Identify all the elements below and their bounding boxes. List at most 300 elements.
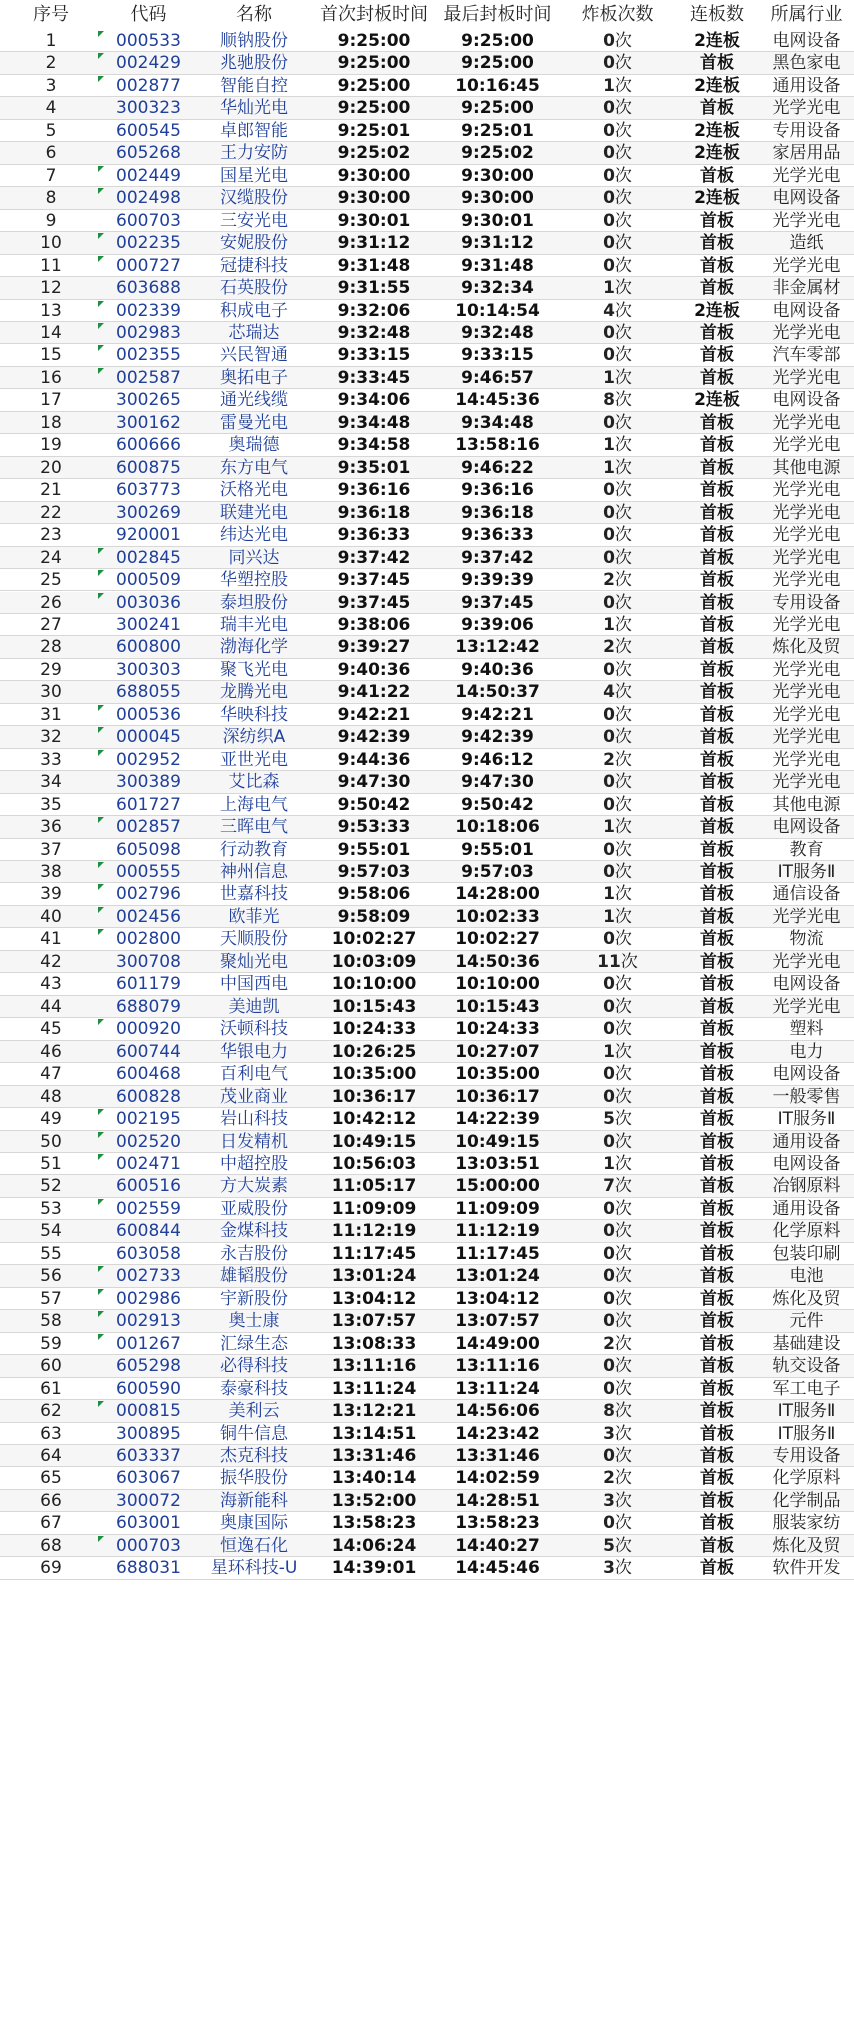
cell-consecutive: 首板 bbox=[700, 772, 734, 793]
cell-name[interactable]: 冠捷科技 bbox=[220, 255, 288, 276]
break-count-unit: 次 bbox=[614, 1266, 632, 1287]
cell-industry: 光学光电 bbox=[772, 906, 841, 927]
cell-code[interactable]: 002235 bbox=[116, 233, 181, 254]
table-row[interactable] bbox=[0, 1445, 854, 1467]
cell-first-seal: 10:10:00 bbox=[331, 974, 417, 995]
break-count-value: 0 bbox=[603, 727, 615, 748]
cell-code[interactable]: 000509 bbox=[116, 570, 181, 591]
cell-code[interactable]: 003036 bbox=[116, 592, 181, 613]
break-count-value: 0 bbox=[603, 165, 615, 186]
table-row[interactable] bbox=[0, 704, 854, 726]
cell-code[interactable]: 000045 bbox=[116, 727, 181, 748]
cell-code[interactable]: 002587 bbox=[116, 367, 181, 388]
table-row[interactable] bbox=[0, 1086, 854, 1108]
cell-code[interactable]: 000727 bbox=[116, 255, 181, 276]
table-row[interactable] bbox=[0, 547, 854, 569]
cell-name[interactable]: 华银电力 bbox=[220, 1041, 288, 1062]
cell-index: 42 bbox=[40, 951, 62, 972]
table-row[interactable] bbox=[0, 232, 854, 254]
cell-name[interactable]: 永吉股份 bbox=[220, 1243, 288, 1264]
cell-name[interactable]: 亚世光电 bbox=[220, 749, 288, 770]
break-count-unit: 次 bbox=[614, 1086, 632, 1107]
break-count-unit: 次 bbox=[614, 31, 632, 51]
cell-name[interactable]: 日发精机 bbox=[220, 1131, 288, 1152]
table-row[interactable] bbox=[0, 1490, 854, 1512]
cell-name[interactable]: 渤海化学 bbox=[220, 637, 288, 658]
cell-first-seal: 9:44:36 bbox=[337, 749, 411, 770]
table-row[interactable] bbox=[0, 434, 854, 456]
cell-code[interactable]: 300269 bbox=[116, 502, 181, 523]
cell-index: 21 bbox=[40, 480, 62, 501]
cell-first-seal: 10:02:27 bbox=[331, 929, 417, 950]
cell-name[interactable]: 行动教育 bbox=[220, 839, 288, 860]
cell-break-count bbox=[560, 232, 675, 254]
table-row[interactable] bbox=[0, 726, 854, 748]
cell-name[interactable]: 恒逸石化 bbox=[220, 1535, 288, 1556]
table-row[interactable] bbox=[0, 524, 854, 546]
table-row[interactable] bbox=[0, 1041, 854, 1063]
cell-code[interactable]: 603337 bbox=[116, 1445, 181, 1466]
table-row[interactable] bbox=[0, 996, 854, 1018]
cell-name[interactable]: 艾比森 bbox=[228, 772, 280, 793]
cell-name[interactable]: 泰坦股份 bbox=[220, 592, 288, 613]
table-row[interactable] bbox=[0, 1018, 854, 1040]
cell-name[interactable]: 雄韬股份 bbox=[220, 1266, 288, 1287]
table-row[interactable] bbox=[0, 636, 854, 658]
table-row[interactable] bbox=[0, 277, 854, 299]
cell-code[interactable]: 600744 bbox=[116, 1041, 181, 1062]
cell-code[interactable]: 002355 bbox=[116, 345, 181, 366]
table-row[interactable] bbox=[0, 1288, 854, 1310]
cell-name[interactable]: 星环科技-U bbox=[210, 1558, 298, 1579]
break-count-value: 0 bbox=[603, 322, 615, 343]
table-row[interactable] bbox=[0, 187, 854, 209]
cell-name[interactable]: 石英股份 bbox=[220, 278, 288, 299]
break-count-unit: 次 bbox=[614, 682, 632, 703]
cell-name[interactable]: 沃顿科技 bbox=[220, 1019, 288, 1040]
cell-name[interactable]: 欧菲光 bbox=[228, 906, 280, 927]
cell-index: 14 bbox=[40, 322, 62, 343]
table-row[interactable] bbox=[0, 389, 854, 411]
cell-code[interactable]: 600800 bbox=[116, 637, 181, 658]
table-row[interactable] bbox=[0, 52, 854, 74]
table-row[interactable] bbox=[0, 794, 854, 816]
cell-industry: 光学光电 bbox=[772, 412, 841, 433]
table-row[interactable] bbox=[0, 951, 854, 973]
cell-code[interactable]: 300389 bbox=[116, 772, 181, 793]
cell-code[interactable]: 001267 bbox=[116, 1333, 181, 1354]
cell-code[interactable]: 600844 bbox=[116, 1221, 181, 1242]
cell-first-seal: 10:15:43 bbox=[331, 996, 417, 1017]
cell-industry: 软件开发 bbox=[772, 1558, 841, 1579]
cell-code[interactable]: 688055 bbox=[116, 682, 181, 703]
cell-flag-icon bbox=[98, 884, 104, 890]
cell-first-seal: 9:30:00 bbox=[337, 188, 411, 209]
cell-name[interactable]: 王力安防 bbox=[220, 143, 288, 164]
table-row[interactable] bbox=[0, 1063, 854, 1085]
cell-name[interactable]: 积成电子 bbox=[220, 300, 288, 321]
break-count-unit: 次 bbox=[614, 53, 632, 74]
cell-name[interactable]: 智能自控 bbox=[220, 75, 288, 96]
cell-last-seal: 9:30:00 bbox=[461, 165, 534, 186]
cell-name[interactable]: 美利云 bbox=[228, 1401, 280, 1422]
table-row[interactable] bbox=[0, 1265, 854, 1287]
cell-break-count bbox=[560, 659, 675, 681]
cell-code[interactable]: 000555 bbox=[116, 862, 181, 883]
cell-code[interactable]: 601727 bbox=[116, 794, 181, 815]
table-row[interactable] bbox=[0, 906, 854, 928]
cell-name[interactable]: 兴民智通 bbox=[220, 345, 288, 366]
header-break-count: 炸板次数 bbox=[581, 4, 654, 25]
cell-code[interactable]: 600703 bbox=[116, 210, 181, 231]
cell-name[interactable]: 天顺股份 bbox=[220, 929, 288, 950]
table-row[interactable] bbox=[0, 367, 854, 389]
cell-last-seal: 9:39:06 bbox=[461, 614, 534, 635]
cell-code[interactable]: 300072 bbox=[116, 1490, 181, 1511]
cell-code[interactable]: 600875 bbox=[116, 457, 181, 478]
cell-index: 32 bbox=[40, 727, 62, 748]
table-row[interactable] bbox=[0, 300, 854, 322]
cell-code[interactable]: 300303 bbox=[116, 659, 181, 680]
cell-name[interactable]: 瑞丰光电 bbox=[220, 614, 288, 635]
cell-consecutive: 首板 bbox=[700, 1198, 734, 1219]
cell-industry: 通信设备 bbox=[772, 884, 841, 905]
table-row[interactable] bbox=[0, 1400, 854, 1422]
cell-code[interactable]: 603058 bbox=[116, 1243, 181, 1264]
cell-name[interactable]: 上海电气 bbox=[220, 794, 288, 815]
cell-break-count bbox=[560, 1310, 675, 1332]
cell-first-seal: 9:42:21 bbox=[337, 704, 411, 725]
cell-name[interactable]: 金煤科技 bbox=[220, 1221, 288, 1242]
cell-name[interactable]: 方大炭素 bbox=[220, 1176, 288, 1197]
cell-last-seal: 9:34:48 bbox=[461, 412, 534, 433]
table-row[interactable] bbox=[0, 1198, 854, 1220]
table-row[interactable] bbox=[0, 973, 854, 995]
cell-consecutive: 首板 bbox=[700, 1445, 734, 1466]
cell-code[interactable]: 002800 bbox=[116, 929, 181, 950]
cell-first-seal: 9:53:33 bbox=[337, 817, 411, 838]
cell-last-seal: 14:28:00 bbox=[455, 884, 540, 905]
table-row[interactable] bbox=[0, 344, 854, 366]
cell-first-seal: 13:01:24 bbox=[331, 1266, 417, 1287]
table-row[interactable] bbox=[0, 592, 854, 614]
table-row[interactable] bbox=[0, 457, 854, 479]
cell-name[interactable]: 沃格光电 bbox=[220, 480, 288, 501]
table-row[interactable] bbox=[0, 255, 854, 277]
table-row[interactable] bbox=[0, 75, 854, 97]
cell-name[interactable]: 奥瑞德 bbox=[228, 435, 280, 456]
cell-code[interactable]: 300708 bbox=[116, 951, 181, 972]
table-row[interactable] bbox=[0, 1557, 854, 1579]
cell-code[interactable]: 002429 bbox=[116, 53, 181, 74]
cell-code[interactable]: 000703 bbox=[116, 1535, 181, 1556]
cell-code[interactable]: 002456 bbox=[116, 906, 181, 927]
cell-code[interactable]: 603067 bbox=[116, 1468, 181, 1489]
cell-name[interactable]: 龙腾光电 bbox=[220, 682, 288, 703]
cell-code[interactable]: 600828 bbox=[116, 1086, 181, 1107]
cell-code[interactable]: 002913 bbox=[116, 1311, 181, 1332]
cell-last-seal: 9:55:01 bbox=[461, 839, 534, 860]
cell-code[interactable]: 605298 bbox=[116, 1356, 181, 1377]
cell-code[interactable]: 002520 bbox=[116, 1131, 181, 1152]
table-row[interactable] bbox=[0, 1243, 854, 1265]
cell-last-seal: 10:16:45 bbox=[455, 75, 540, 96]
cell-code[interactable]: 600666 bbox=[116, 435, 181, 456]
cell-name[interactable]: 雷曼光电 bbox=[220, 412, 288, 433]
cell-code[interactable]: 300162 bbox=[116, 412, 181, 433]
table-row[interactable] bbox=[0, 30, 854, 52]
cell-code[interactable]: 688079 bbox=[116, 996, 181, 1017]
cell-code[interactable]: 002857 bbox=[116, 817, 181, 838]
cell-index: 1 bbox=[45, 31, 57, 51]
table-row[interactable] bbox=[0, 928, 854, 950]
cell-index: 27 bbox=[40, 614, 62, 635]
table-row[interactable] bbox=[0, 120, 854, 142]
table-row[interactable] bbox=[0, 322, 854, 344]
table-row[interactable] bbox=[0, 502, 854, 524]
cell-code[interactable]: 300265 bbox=[116, 390, 181, 411]
table-row[interactable] bbox=[0, 749, 854, 771]
cell-name[interactable]: 三安光电 bbox=[220, 210, 288, 231]
cell-consecutive: 首板 bbox=[700, 749, 734, 770]
cell-name[interactable]: 兆驰股份 bbox=[220, 53, 288, 74]
table-row[interactable] bbox=[0, 861, 854, 883]
cell-first-seal: 10:42:12 bbox=[331, 1109, 417, 1130]
table-row[interactable] bbox=[0, 1310, 854, 1332]
cell-name[interactable]: 顺钠股份 bbox=[220, 31, 288, 51]
cell-name[interactable]: 宇新股份 bbox=[220, 1288, 288, 1309]
table-row[interactable] bbox=[0, 210, 854, 232]
cell-last-seal: 9:25:00 bbox=[461, 53, 534, 74]
cell-code[interactable]: 603773 bbox=[116, 480, 181, 501]
cell-name[interactable]: 中超控股 bbox=[220, 1154, 288, 1174]
cell-first-seal: 9:25:00 bbox=[337, 75, 411, 96]
cell-name[interactable]: 纬达光电 bbox=[220, 525, 288, 546]
cell-code[interactable]: 000815 bbox=[116, 1401, 181, 1422]
cell-break-count bbox=[560, 1535, 675, 1557]
cell-name[interactable]: 中国西电 bbox=[220, 974, 288, 995]
break-count-unit: 次 bbox=[614, 435, 632, 456]
cell-name[interactable]: 美迪凯 bbox=[228, 996, 280, 1017]
cell-index: 68 bbox=[40, 1535, 62, 1556]
cell-break-count bbox=[560, 681, 675, 703]
cell-code[interactable]: 920001 bbox=[116, 525, 181, 546]
table-row[interactable] bbox=[0, 1108, 854, 1130]
table-row[interactable] bbox=[0, 771, 854, 793]
cell-consecutive: 首板 bbox=[700, 1423, 734, 1444]
table-row[interactable] bbox=[0, 1153, 854, 1175]
cell-industry: 炼化及贸 bbox=[772, 637, 841, 658]
cell-consecutive: 首板 bbox=[700, 1064, 734, 1085]
cell-name[interactable]: 海新能科 bbox=[220, 1490, 288, 1511]
table-row[interactable] bbox=[0, 1378, 854, 1400]
cell-code[interactable]: 688031 bbox=[116, 1558, 181, 1579]
table-row[interactable] bbox=[0, 659, 854, 681]
cell-name[interactable]: 岩山科技 bbox=[220, 1109, 288, 1130]
break-count-value: 1 bbox=[603, 278, 615, 299]
cell-name[interactable]: 必得科技 bbox=[220, 1356, 288, 1377]
table-row[interactable] bbox=[0, 816, 854, 838]
cell-code[interactable]: 002339 bbox=[116, 300, 181, 321]
cell-code[interactable]: 002877 bbox=[116, 75, 181, 96]
cell-code[interactable]: 000920 bbox=[116, 1019, 181, 1040]
cell-code[interactable]: 300895 bbox=[116, 1423, 181, 1444]
cell-name[interactable]: 汇绿生态 bbox=[220, 1333, 288, 1354]
table-row[interactable] bbox=[0, 1467, 854, 1489]
cell-name[interactable]: 奥拓电子 bbox=[220, 367, 288, 388]
cell-code[interactable]: 002986 bbox=[116, 1288, 181, 1309]
cell-code[interactable]: 300241 bbox=[116, 614, 181, 635]
cell-consecutive: 首板 bbox=[700, 614, 734, 635]
cell-name[interactable]: 深纺织A bbox=[222, 727, 286, 748]
cell-flag-icon bbox=[98, 817, 104, 823]
break-count-value: 4 bbox=[603, 300, 615, 321]
cell-name[interactable]: 国星光电 bbox=[220, 165, 288, 186]
break-count-unit: 次 bbox=[614, 1333, 632, 1354]
cell-name[interactable]: 百利电气 bbox=[220, 1064, 288, 1085]
cell-code[interactable]: 002733 bbox=[116, 1266, 181, 1287]
table-row[interactable] bbox=[0, 1333, 854, 1355]
cell-first-seal: 11:17:45 bbox=[331, 1243, 417, 1264]
cell-code[interactable]: 002449 bbox=[116, 165, 181, 186]
table-row[interactable] bbox=[0, 681, 854, 703]
cell-industry: 光学光电 bbox=[772, 704, 841, 725]
table-row[interactable] bbox=[0, 569, 854, 591]
cell-code[interactable]: 600590 bbox=[116, 1378, 181, 1399]
cell-code[interactable]: 605098 bbox=[116, 839, 181, 860]
cell-name[interactable]: 奥康国际 bbox=[220, 1513, 288, 1534]
cell-name[interactable]: 汉缆股份 bbox=[220, 188, 288, 209]
cell-industry: 光学光电 bbox=[772, 749, 841, 770]
cell-name[interactable]: 聚飞光电 bbox=[220, 659, 288, 680]
cell-break-count bbox=[560, 277, 675, 299]
cell-code[interactable]: 002952 bbox=[116, 749, 181, 770]
cell-industry: 专用设备 bbox=[772, 120, 841, 141]
cell-industry: 光学光电 bbox=[772, 165, 841, 186]
cell-industry: 电池 bbox=[789, 1266, 824, 1287]
cell-last-seal: 10:15:43 bbox=[455, 996, 540, 1017]
cell-first-seal: 9:58:09 bbox=[337, 906, 411, 927]
cell-name[interactable]: 华塑控股 bbox=[220, 570, 288, 591]
cell-name[interactable]: 通光线缆 bbox=[220, 390, 288, 411]
cell-last-seal: 9:46:12 bbox=[461, 749, 534, 770]
cell-code[interactable]: 002983 bbox=[116, 322, 181, 343]
table-row[interactable] bbox=[0, 1131, 854, 1153]
cell-consecutive: 首板 bbox=[700, 817, 734, 838]
cell-name[interactable]: 华映科技 bbox=[220, 704, 288, 725]
table-row[interactable] bbox=[0, 1423, 854, 1445]
break-count-value: 0 bbox=[603, 1288, 615, 1309]
cell-code[interactable]: 002195 bbox=[116, 1109, 181, 1130]
cell-code[interactable]: 600468 bbox=[116, 1064, 181, 1085]
cell-name[interactable]: 安妮股份 bbox=[220, 233, 288, 254]
cell-code[interactable]: 002559 bbox=[116, 1198, 181, 1219]
break-count-value: 0 bbox=[603, 974, 615, 995]
break-count-unit: 次 bbox=[614, 345, 632, 366]
table-row[interactable] bbox=[0, 1512, 854, 1534]
cell-first-seal: 9:47:30 bbox=[337, 772, 411, 793]
cell-code[interactable]: 000533 bbox=[116, 31, 181, 51]
cell-industry: 光学光电 bbox=[772, 98, 841, 119]
cell-first-seal: 9:39:27 bbox=[337, 637, 411, 658]
cell-name[interactable]: 三晖电气 bbox=[220, 817, 288, 838]
cell-name[interactable]: 卓郎智能 bbox=[220, 120, 288, 141]
cell-code[interactable]: 603001 bbox=[116, 1513, 181, 1534]
cell-name[interactable]: 亚威股份 bbox=[220, 1198, 288, 1219]
header-industry: 所属行业 bbox=[770, 4, 843, 25]
cell-break-count bbox=[560, 1288, 675, 1310]
cell-name[interactable]: 芯瑞达 bbox=[228, 322, 280, 343]
cell-flag-icon bbox=[98, 76, 104, 82]
cell-name[interactable]: 铜牛信息 bbox=[220, 1423, 288, 1444]
cell-last-seal: 13:12:42 bbox=[455, 637, 540, 658]
cell-flag-icon bbox=[98, 570, 104, 576]
cell-first-seal: 9:34:06 bbox=[337, 390, 411, 411]
table-row[interactable] bbox=[0, 479, 854, 501]
cell-code[interactable]: 600516 bbox=[116, 1176, 181, 1197]
cell-name[interactable]: 联建光电 bbox=[220, 502, 288, 523]
cell-code[interactable]: 002845 bbox=[116, 547, 181, 568]
cell-consecutive: 首板 bbox=[700, 1378, 734, 1399]
cell-name[interactable]: 同兴达 bbox=[228, 547, 280, 568]
cell-name[interactable]: 华灿光电 bbox=[220, 98, 288, 119]
cell-name[interactable]: 泰豪科技 bbox=[220, 1378, 288, 1399]
cell-code[interactable]: 002471 bbox=[116, 1154, 181, 1174]
table-row[interactable] bbox=[0, 614, 854, 636]
table-row[interactable] bbox=[0, 1220, 854, 1242]
cell-name[interactable]: 世嘉科技 bbox=[220, 884, 288, 905]
table-row[interactable] bbox=[0, 839, 854, 861]
break-count-value: 0 bbox=[603, 525, 615, 546]
break-count-unit: 次 bbox=[614, 974, 632, 995]
cell-name[interactable]: 杰克科技 bbox=[220, 1445, 288, 1466]
table-row[interactable] bbox=[0, 165, 854, 187]
table-row[interactable] bbox=[0, 142, 854, 164]
cell-name[interactable]: 振华股份 bbox=[220, 1468, 288, 1489]
cell-break-count bbox=[560, 1423, 675, 1445]
cell-code[interactable]: 300323 bbox=[116, 98, 181, 119]
cell-code[interactable]: 002796 bbox=[116, 884, 181, 905]
table-row[interactable] bbox=[0, 412, 854, 434]
cell-name[interactable]: 东方电气 bbox=[220, 457, 288, 478]
cell-name[interactable]: 聚灿光电 bbox=[220, 951, 288, 972]
header-index: 序号 bbox=[33, 4, 69, 25]
cell-name[interactable]: 奥士康 bbox=[228, 1311, 280, 1332]
cell-code[interactable]: 000536 bbox=[116, 704, 181, 725]
table-row[interactable] bbox=[0, 1355, 854, 1377]
cell-index: 18 bbox=[40, 412, 62, 433]
cell-first-seal: 9:25:00 bbox=[337, 98, 411, 119]
cell-name[interactable]: 神州信息 bbox=[220, 862, 288, 883]
break-count-unit: 次 bbox=[614, 1019, 632, 1040]
cell-last-seal: 9:32:34 bbox=[461, 278, 534, 299]
cell-last-seal: 14:40:27 bbox=[455, 1535, 540, 1556]
cell-code[interactable]: 605268 bbox=[116, 143, 181, 164]
cell-index: 6 bbox=[45, 143, 57, 164]
cell-first-seal: 10:56:03 bbox=[331, 1154, 417, 1174]
table-row[interactable] bbox=[0, 97, 854, 119]
break-count-value: 1 bbox=[603, 75, 615, 96]
break-count-unit: 次 bbox=[614, 884, 632, 905]
cell-code[interactable]: 600545 bbox=[116, 120, 181, 141]
table-row[interactable] bbox=[0, 883, 854, 905]
cell-name[interactable]: 茂业商业 bbox=[220, 1086, 288, 1107]
cell-code[interactable]: 002498 bbox=[116, 188, 181, 209]
cell-code[interactable]: 601179 bbox=[116, 974, 181, 995]
cell-code[interactable]: 603688 bbox=[116, 278, 181, 299]
table-row[interactable] bbox=[0, 1175, 854, 1197]
table-row[interactable] bbox=[0, 1535, 854, 1557]
